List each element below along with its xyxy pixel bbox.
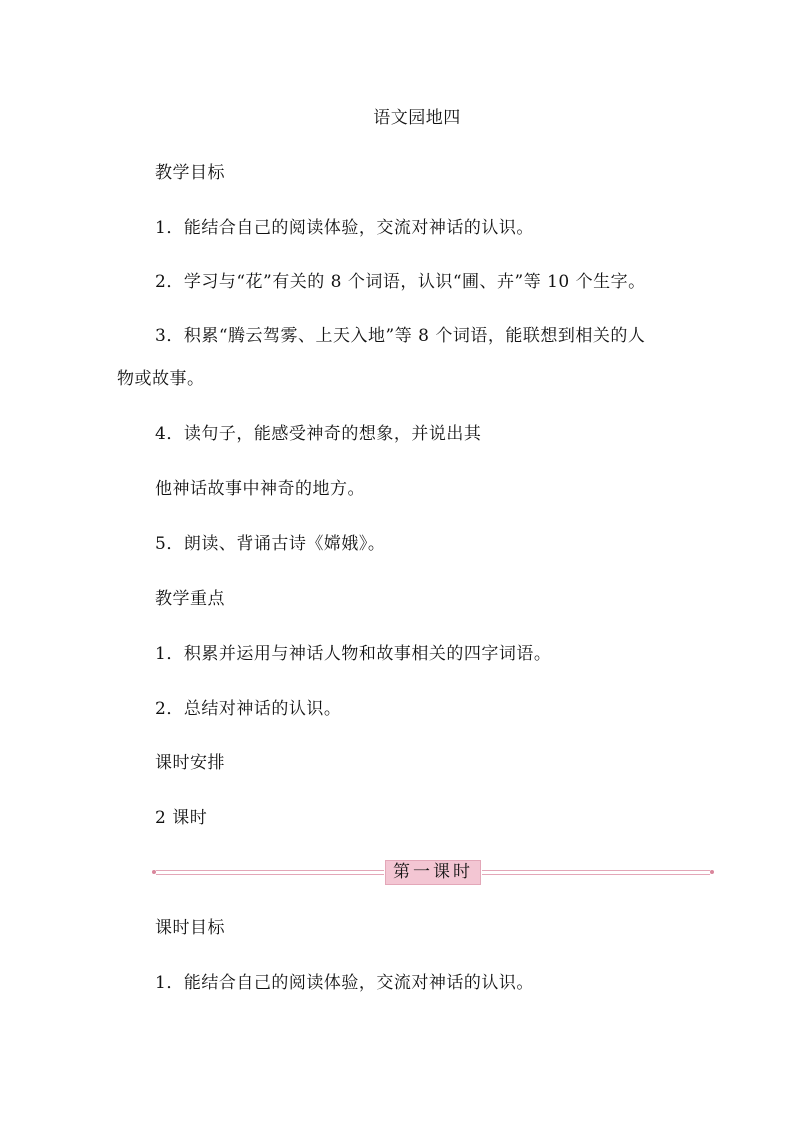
goals-heading: 教学目标: [155, 163, 225, 183]
schedule-heading: 课时安排: [155, 753, 225, 773]
goal-item-continuation: 他神话故事中神奇的地方。: [155, 479, 365, 499]
focus-item: 1．积累并运用与神话人物和故事相关的四字词语。: [155, 644, 552, 664]
lesson-goal-item: 1．能结合自己的阅读体验，交流对神话的认识。: [155, 973, 534, 993]
goal-item: 4．读句子，能感受神奇的想象，并说出其: [155, 424, 482, 444]
lesson-banner: [152, 860, 714, 886]
document-title: 语文园地四: [373, 108, 461, 128]
goal-item: 2．学习与“花”有关的 8 个词语，认识“圃、卉”等 10 个生字。: [155, 272, 646, 292]
banner-rule-left: [156, 870, 384, 871]
goal-item: 1．能结合自己的阅读体验，交流对神话的认识。: [155, 218, 534, 238]
banner-rule-left: [156, 874, 384, 875]
goal-item: 5．朗读、背诵古诗《嫦娥》。: [155, 534, 386, 554]
goal-item: 3．积累“腾云驾雾、上天入地”等 8 个词语，能联想到相关的人: [155, 326, 646, 346]
focus-item: 2．总结对神话的认识。: [155, 699, 342, 719]
focus-heading: 教学重点: [155, 589, 225, 609]
schedule-value: 2 课时: [155, 808, 208, 828]
goal-item-continuation: 物或故事。: [117, 369, 205, 389]
banner-rule-right: [482, 870, 710, 871]
banner-dot-right: [710, 870, 714, 874]
lesson-banner-label: 第一课时: [385, 860, 481, 885]
banner-rule-right: [482, 874, 710, 875]
lesson-goals-heading: 课时目标: [155, 918, 225, 938]
